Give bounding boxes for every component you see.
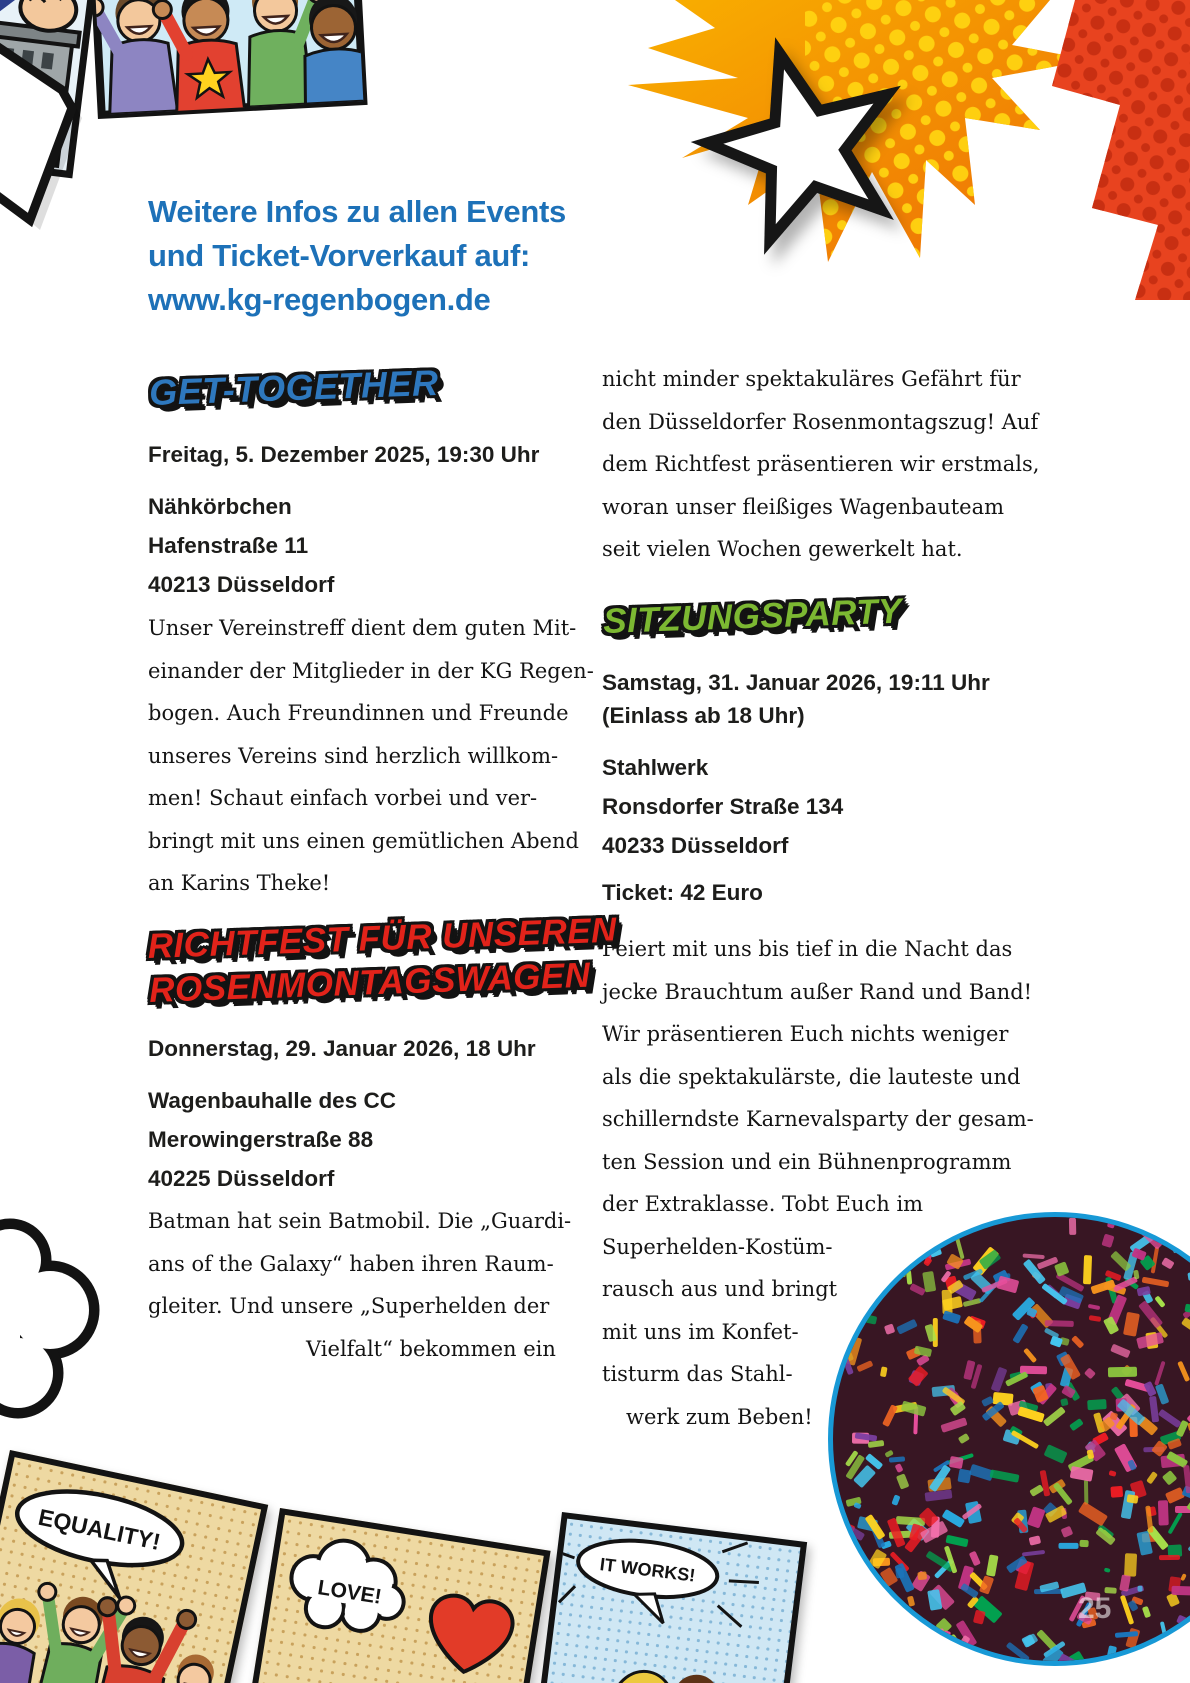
kids-panel-illustration — [82, 0, 372, 117]
event-title-sitzungsparty: SITZUNGSPARTY — [602, 591, 903, 642]
comic-strip-panel-it-works — [534, 1512, 807, 1683]
event-title-richtfest: RICHTFEST FÜR UNSEREN ROSENMONTAGSWAGEN — [146, 910, 618, 1011]
ticket-price: Ticket: 42 Euro — [602, 880, 763, 905]
venue-line: 40233 Düsseldorf — [602, 833, 789, 858]
event-venue — [602, 748, 843, 865]
intro-text — [148, 190, 566, 322]
event-description-continuation: nicht minder spektakuläres Gefährt für den Düsseldorfer Rosenmontagszug! Auf dem Richtfest präsentieren wir erstmals, woran unser fleißiges Wagenbauteam seit vielen Wochen gewerkelt hat. — [602, 367, 1040, 561]
venue-line: Hafenstraße 11 — [148, 533, 309, 558]
venue-line: Ronsdorfer Straße 134 — [602, 794, 844, 819]
speech-bubble-text: EQUALITY! — [36, 1503, 163, 1555]
event-venue — [148, 1081, 396, 1198]
speech-bubble-text: LOVE! — [316, 1576, 384, 1609]
venue-line: 40225 Düsseldorf — [148, 1166, 335, 1191]
event-description: Batman hat sein Batmobil. Die „Guardi- ans of the Galaxy“ haben ihren Raum- gleiter. Und unsere „Superhelden der Vielfalt“ bekommen ein — [148, 1209, 572, 1361]
event-datetime: Donnerstag, 29. Januar 2026, 18 Uhr — [148, 1036, 536, 1061]
venue-line: Nähkörbchen — [148, 494, 292, 519]
confetti-photo — [828, 1212, 1190, 1666]
confetti-pieces — [833, 1217, 1190, 1661]
intro-line: und Ticket-Vorverkauf auf: — [148, 238, 531, 273]
comic-strip-panel-love — [239, 1508, 551, 1683]
heart-icon — [423, 1592, 516, 1678]
thought-bubble-decoration — [0, 1218, 120, 1433]
website-link[interactable]: www.kg-regenbogen.de — [148, 282, 491, 317]
event-datetime: Freitag, 5. Dezember 2025, 19:30 Uhr — [148, 442, 540, 467]
comic-strip-panel-equality — [0, 1450, 268, 1683]
venue-line: Merowingerstraße 88 — [148, 1127, 374, 1152]
page-number: 25 — [1078, 1592, 1112, 1625]
venue-line: Stahlwerk — [602, 755, 709, 780]
speech-bubble-text: IT WORKS! — [598, 1554, 697, 1586]
venue-line: 40213 Düsseldorf — [148, 572, 335, 597]
event-datetime: Samstag, 31. Januar 2026, 19:11 Uhr (Einlass ab 18 Uhr) — [602, 670, 990, 728]
venue-line: Wagenbauhalle des CC — [148, 1088, 396, 1113]
event-venue — [148, 487, 334, 604]
red-corner-shape — [1050, 0, 1190, 300]
starburst-decoration — [620, 0, 1190, 300]
event-title-get-together: GET-TOGETHER — [148, 361, 440, 414]
event-description: Feiert mit uns bis tief in die Nacht das jecke Brauchtum außer Rand und Band! Wir präsentieren Euch nichts weniger als die spektakulärste, die lauteste und schillerndste Karnevalsparty der gesam- ten Session und ein Bühnenprogramm der Extraklasse. Tobt Euch im Superhelden-Kostüm- rausch aus und bringt mit uns im Konfet- tisturm das Stahl- werk zum Beben! — [602, 937, 1034, 1429]
event-description: Unser Vereinstreff dient dem guten Mit- einander der Mitglieder in der KG Regen- bogen. Auch Freundinnen und Freunde unseres Vereins sind herzlich willkom- men! Schaut einfach vorbei und ver- bringt mit uns einen gemütlichen Abend an Karins Theke! — [148, 616, 594, 895]
intro-line: Weitere Infos zu allen Events — [148, 194, 566, 229]
